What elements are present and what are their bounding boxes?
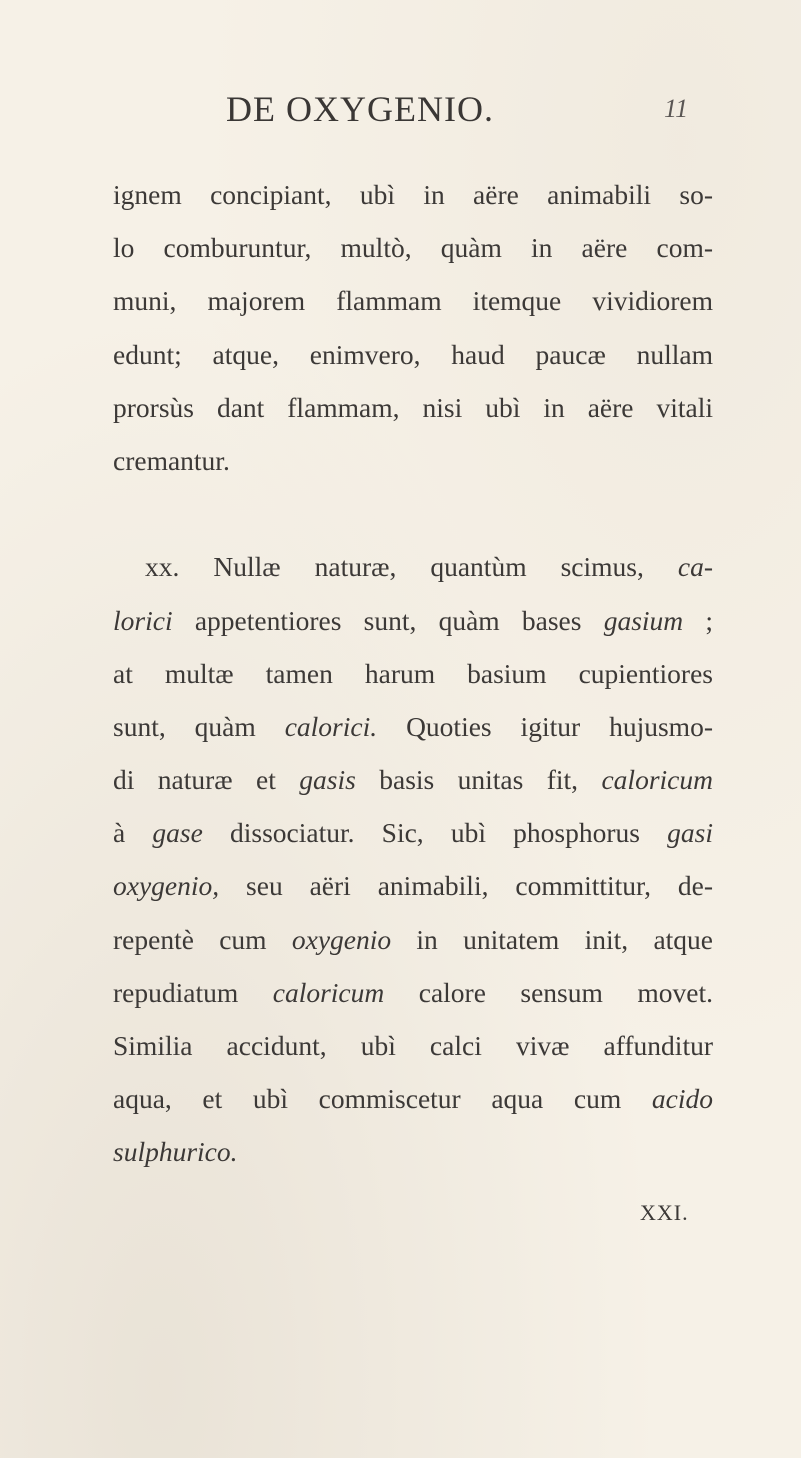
italic-term: oxygenio [291,923,392,955]
italic-term: sulphurico. [113,1136,238,1168]
text-run: appetentiores sunt, quàm bases [172,604,604,636]
text-run: basis unitas fit, [355,764,602,796]
text-line: edunt; atque, enimvero, haud paucæ nullam [113,338,713,370]
text-line: cremantur. [113,444,230,476]
italic-term: caloricum [601,764,713,796]
text-line [113,540,713,593]
text-line [113,1125,713,1178]
text-run: à [113,817,153,849]
text-run: dissociatur. Sic, ubì phosphorus [202,817,668,849]
text-line [113,859,713,912]
text-run: repentè cum [113,923,292,955]
text-line: muni, majorem flammam itemque vividiorem [113,285,713,317]
italic-term: gasium [603,604,684,636]
catchword: XXI. [640,1200,689,1225]
page-header [0,88,801,148]
text-run: xx. Nullæ naturæ, quantùm scimus, [145,551,678,583]
text-run: in unitatem init, atque [391,923,714,955]
text-line [113,700,713,753]
italic-term: gasis [299,764,356,796]
text-line: lo comburuntur, multò, quàm in aëre com- [113,232,713,264]
italic-term: gase [152,817,203,849]
text-line [113,1072,713,1125]
text-line [113,913,713,966]
italic-term: oxygenio, [113,870,220,902]
page-number: 11 [664,94,689,123]
text-line: ignem concipiant, ubì in aëre animabili so- [113,179,713,210]
text-run: Quoties igitur hujusmo- [377,710,713,742]
text-line [113,806,713,859]
italic-term: lorici [113,604,173,636]
text-line: at multæ tamen harum basium cupientiores [113,657,713,689]
text-line: Similia accidunt, ubì calci vivæ affunditur [113,1030,713,1061]
italic-term: calorici. [284,710,378,742]
italic-term: acido [651,1083,713,1115]
paragraph-gap [113,487,713,540]
text-line [113,966,713,1019]
text-run: di naturæ et [113,764,300,796]
text-run: aqua, et ubì commiscetur aqua cum [113,1083,652,1115]
text-run: ; [683,604,714,636]
text-run: calore sensum movet. [384,976,713,1008]
italic-term: caloricum [272,976,385,1008]
italic-term: ca- [677,551,713,583]
italic-term: gasi [667,817,713,849]
text-run: sunt, quàm [113,710,285,742]
running-title: DE OXYGENIO. [226,89,494,129]
text-line [113,753,713,806]
text-run: seu aëri animabili, committitur, de- [219,870,713,902]
body-text [113,168,713,1179]
text-line: prorsùs dant flammam, nisi ubì in aëre vitali [113,391,713,423]
text-run: repudiatum [113,976,273,1008]
text-line [113,594,713,647]
